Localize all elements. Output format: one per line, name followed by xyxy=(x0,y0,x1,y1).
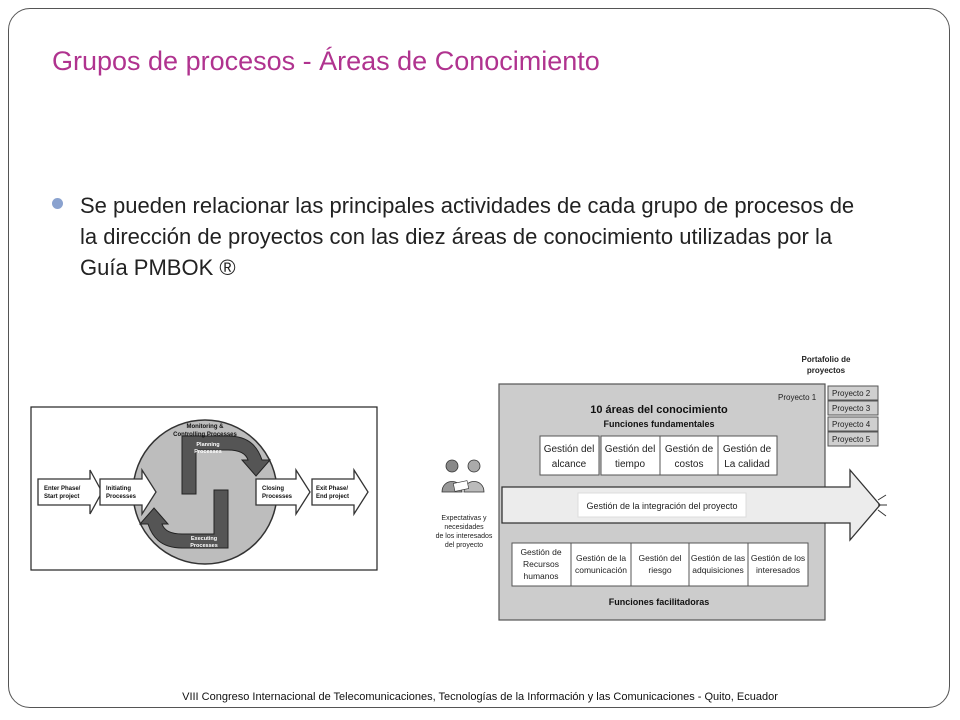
integration-label: Gestión de la integración del proyecto xyxy=(586,501,738,511)
project-label: Proyecto 3 xyxy=(832,404,871,413)
closing-label: Closing Processes xyxy=(262,486,293,500)
exit-label: Exit Phase/ End project xyxy=(316,486,350,500)
project-label: Proyecto 2 xyxy=(832,389,871,398)
areas-title: 10 áreas del conocimiento xyxy=(590,404,728,416)
core-area-label: Gestión del tiempo xyxy=(604,444,656,470)
slide-title: Grupos de procesos - Áreas de Conocimiento xyxy=(52,46,600,76)
footer: VIII Congreso Internacional de Telecomunicaciones, Tecnologías de la Información y las Comunicaciones - Quito, Ecuador xyxy=(182,691,778,703)
knowledge-areas-diagram xyxy=(430,350,890,626)
facilitating-area-label: Gestión del riesgo xyxy=(638,553,682,575)
monitoring-label: Monitoring & Controlling Processes xyxy=(173,424,237,438)
project-list xyxy=(828,386,878,446)
core-area-label: Gestión de La calidad xyxy=(722,444,772,470)
core-functions-label: Funciones fundamentales xyxy=(603,419,715,429)
facilitating-area-label: Gestión de la comunicación xyxy=(575,553,627,575)
portfolio-label: Portafolio de proyectos xyxy=(801,355,851,375)
initiating-label: Initiating Processes xyxy=(106,486,137,500)
project-label: Proyecto 5 xyxy=(832,435,871,444)
facilitating-areas xyxy=(512,543,808,586)
stakeholders-label: Expectativas y necesidades de los interesados del proyecto xyxy=(435,515,493,549)
project-1-label: Proyecto 1 xyxy=(778,393,817,402)
core-area-label: Gestión del alcance xyxy=(543,444,595,470)
core-area-label: Gestión de costos xyxy=(664,444,714,470)
facilitating-area-label: Gestión de Recursos humanos xyxy=(520,547,562,581)
facilitating-area-label: Gestión de los interesados xyxy=(750,553,806,575)
planning-label: Planning Processes xyxy=(194,442,222,455)
facilitating-area-label: Gestión de las adquisiciones xyxy=(690,553,746,575)
stakeholders-icon xyxy=(442,460,484,492)
project-label: Proyecto 4 xyxy=(832,420,871,429)
integration-arrow-fan xyxy=(878,495,887,516)
executing-label: Executing Processes xyxy=(190,536,218,549)
core-areas xyxy=(540,436,777,475)
enter-label: Enter Phase/ Start project xyxy=(44,486,81,500)
facilitating-functions-label: Funciones facilitadoras xyxy=(608,597,710,607)
bullet-text: Se pueden relacionar las principales actividades de cada grupo de procesos de la dirección de proyectos con las diez áreas de conocimiento utilizadas por la Guía PMBOK ® xyxy=(80,193,855,280)
process-cycle-diagram xyxy=(30,406,380,572)
bullet-marker xyxy=(52,198,63,209)
